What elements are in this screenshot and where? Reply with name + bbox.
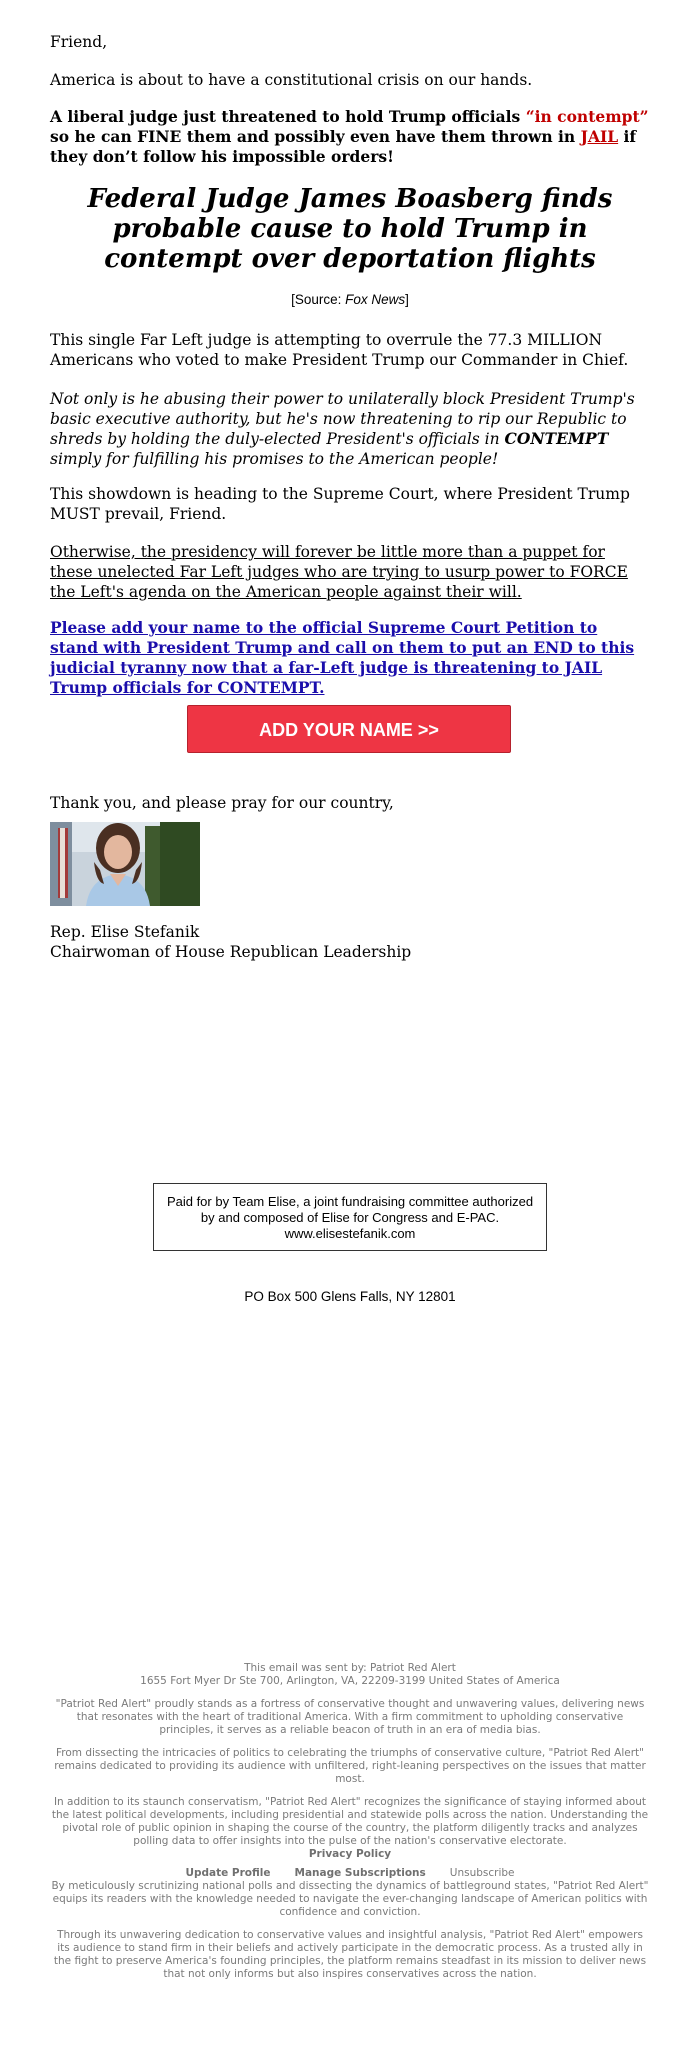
portrait-image — [50, 822, 200, 906]
source-citation — [50, 292, 650, 307]
lead-text-2: so he can FINE them and possibly even have them thrown in — [50, 127, 581, 146]
manage-subscriptions-link[interactable]: Manage Subscriptions — [294, 1867, 426, 1879]
signer-name: Rep. Elise Stefanik — [50, 923, 200, 941]
lead-quote: “in contempt” — [525, 107, 649, 126]
footer-paragraph-5: Through its unwavering dedication to conservative values and insightful analysis, "Patriot Red Alert" empowers its audience to stand firm in their beliefs and actively participate in the democratic process. As a trusted ally in the fight to preserve America's founding principles, the platform remains steadfast in its mission to deliver news that not only informs but also inspires conservatives across the nation. — [53, 1929, 647, 1980]
para3-text-2: simply for fulfilling his promises to the American people! — [50, 450, 499, 468]
salutation: Friend, — [50, 33, 108, 51]
petition-link[interactable]: Please add your name to the official Supreme Court Petition to stand with President Trump and call on them to put an END to this judicial tyranny now that a far-Left judge is threatening to JAIL Trump officials for CONTEMPT. — [50, 618, 635, 697]
lead-text-3: if they don’t follow his impossible orders! — [50, 127, 637, 166]
jail-link[interactable]: JAIL — [580, 127, 619, 146]
footer-paragraph-3: In addition to its staunch conservatism, "Patriot Red Alert" recognizes the significance of staying informed about the latest political developments, including presidential and statewide polls across the nation. Understanding the pivotal role of public opinion in shaping the course of the country, the platform diligently tracks and analyzes polling data to offer insights into the pulse of the nation's conservative electorate. — [51, 1796, 649, 1847]
email-footer — [50, 1662, 650, 1981]
add-your-name-button[interactable]: ADD YOUR NAME >> — [187, 705, 511, 753]
footer-paragraph-4: By meticulously scrutinizing national polls and dissecting the dynamics of battleground states, "Patriot Red Alert" equips its readers with the knowledge needed to navigate the ever-changing landscape of American politics with confidence and conviction. — [51, 1880, 649, 1918]
paragraph-otherwise[interactable]: Otherwise, the presidency will forever be little more than a puppet for these unelected Far Left judges who are trying to usurp power to FORCE the Left's agenda on the American people against their will. — [50, 543, 628, 601]
footer-links — [50, 1867, 650, 1880]
paragraph-supreme-court: This showdown is heading to the Supreme Court, where President Trump MUST prevail, Friend. — [50, 485, 630, 523]
unsubscribe-link[interactable]: Unsubscribe — [449, 1867, 515, 1879]
footer-sender-address: 1655 Fort Myer Dr Ste 700, Arlington, VA, 22209-3199 United States of America — [140, 1675, 560, 1687]
para3-text-1: Not only is he abusing their power to unilaterally block President Trump's basic executive authority, but he's now threatening to rip our Republic to shreds by holding the duly-elected President's officials in — [50, 390, 635, 448]
source-suffix: ] — [405, 292, 409, 307]
para3-bold: CONTEMPT — [504, 429, 609, 448]
paragraph-abuse — [50, 389, 650, 469]
footer-paragraph-1: "Patriot Red Alert" proudly stands as a fortress of conservative thought and unwavering values, delivering news that resonates with the heart of traditional America. With a firm commitment to upholding conservative principles, it serves as a reliable beacon of truth in an era of media bias. — [55, 1698, 645, 1736]
paragraph-voters: This single Far Left judge is attempting to overrule the 77.3 MILLION Americans who voted to make President Trump our Commander in Chief. — [50, 331, 629, 369]
intro-line: America is about to have a constitutional crisis on our hands. — [50, 71, 533, 89]
lead-text-1: A liberal judge just threatened to hold Trump officials — [50, 107, 526, 126]
footer-privacy-wrap — [50, 1848, 650, 1861]
lead-paragraph — [50, 107, 650, 167]
footer-sent-by: This email was sent by: Patriot Red Alert — [244, 1662, 456, 1674]
signer-title: Chairwoman of House Republican Leadership — [50, 943, 412, 961]
update-profile-link[interactable]: Update Profile — [185, 1867, 271, 1879]
signer-photo — [50, 822, 200, 906]
headline: Federal Judge James Boasberg finds probable cause to hold Trump in contempt over deportation flights — [87, 184, 613, 274]
footer-paragraph-2: From dissecting the intricacies of politics to celebrating the triumphs of conservative culture, "Patriot Red Alert" remains dedicated to providing its audience with unfiltered, right-leaning perspectives on the issues that matter most. — [54, 1747, 646, 1785]
privacy-policy-link[interactable]: Privacy Policy — [308, 1848, 392, 1860]
mailing-address: PO Box 500 Glens Falls, NY 12801 — [244, 1289, 456, 1304]
thanks-line: Thank you, and please pray for our country, — [50, 794, 394, 812]
paid-for-disclaimer: Paid for by Team Elise, a joint fundraising committee authorized by and composed of Elise for Congress and E-PAC. www.elisestefanik.com — [153, 1183, 547, 1251]
source-name: Fox News — [345, 292, 406, 307]
source-prefix: [Source: — [291, 292, 346, 307]
